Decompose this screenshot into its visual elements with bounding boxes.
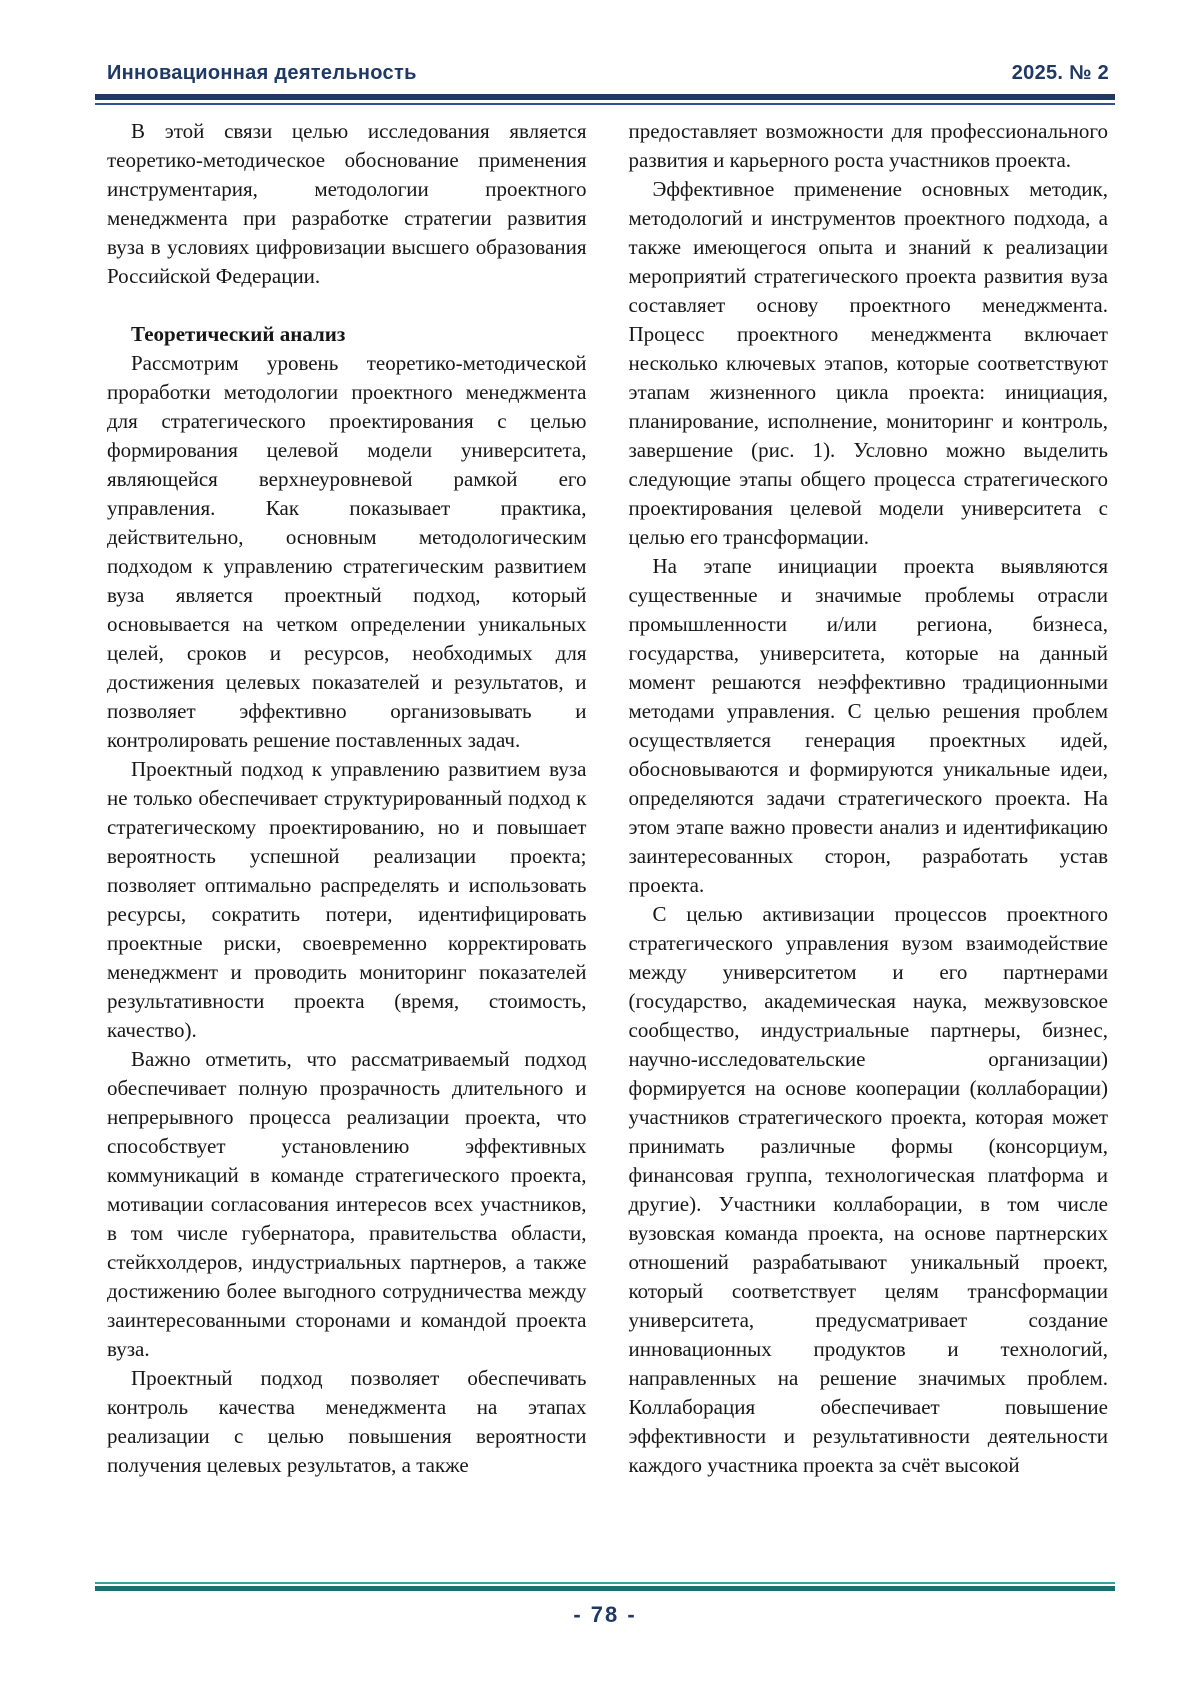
paragraph: Проектный подход позволяет обеспечивать контроль качества менеджмента на этапах реализации с целью повышения вероятности получения целевых результатов, а также — [107, 1366, 587, 1477]
section-heading: Теоретический анализ — [131, 322, 346, 346]
paragraph: Эффективное применение основных методик, методологий и инструментов проектного подхода, а также имеющегося опыта и знаний к реализации мероприятий стратегического проекта развития вуза составляет основу проектного менеджмента. Процесс проектного менеджмента включает несколько ключевых этапов, которые соответствуют этапам жизненного цикла проекта: инициация, планирование, исполнение, мониторинг и контроль, завершение (рис. 1). Условно можно выделить следующие этапы общего процесса стратегического проектирования целевой модели университета с целью его трансформации. — [628, 177, 1108, 549]
paragraph: На этапе инициации проекта выявляются существенные и значимые проблемы отрасли промышленности и/или региона, бизнеса, государства, университета, которые на данный момент решаются неэффективно традиционными методами управления. С целью решения проблем осуществляется генерация проектных идей, обосновываются и формируются уникальные идеи, определяются задачи стратегического проекта. На этом этапе важно провести анализ и идентификацию заинтересованных сторон, разработать устав проекта. — [628, 554, 1108, 897]
article-body — [107, 117, 1108, 1579]
paragraph-continuation: предоставляет возможности для профессионального развития и карьерного роста участников проекта. — [628, 119, 1108, 172]
left-column — [107, 117, 587, 1579]
paragraph: С целью активизации процессов проектного стратегического управления вузом взаимодействие между университетом и его партнерами (государство, академическая наука, межвузовское сообщество, индустриальные партнеры, бизнес, научно-исследовательские организации) формируется на основе кооперации (коллаборации) участников стратегического проекта, которая может принимать различные формы (консорциум, финансовая группа, технологическая платформа и другие). Участники коллаборации, в том числе вузовская команда проекта, на основе партнерских отношений разрабатывают уникальный проект, который соответствует целям трансформации университета, предусматривает создание инновационных продуктов и технологий, направленных на решение значимых проблем. Коллаборация обеспечивает повышение эффективности и результативности деятельности каждого участника проекта за счёт высокой — [628, 902, 1108, 1477]
header-rule-thick — [95, 94, 1115, 100]
paragraph: Рассмотрим уровень теоретико-методической проработки методологии проектного менеджмента для стратегического проектирования с целью формирования целевой модели университета, являющейся верхнеуровневой рамкой его управления. Как показывает практика, действительно, основным методологическим подходом к управлению стратегическим развитием вуза является проектный подход, который основывается на четком определении уникальных целей, сроков и ресурсов, необходимых для достижения целевых показателей и результатов, и позволяет эффективно организовывать и контролировать решение поставленных задач. — [107, 351, 587, 752]
paragraph: Проектный подход к управлению развитием вуза не только обеспечивает структурированный подход к стратегическому проектированию, но и повышает вероятность успешной реализации проекта; позволяет оптимально распределять и использовать ресурсы, сократить потери, идентифицировать проектные риски, своевременно корректировать менеджмент и проводить мониторинг показателей результативности проекта (время, стоимость, качество). — [107, 757, 587, 1042]
journal-section-title: Инновационная деятельность — [107, 62, 417, 84]
page-footer — [95, 1582, 1115, 1628]
issue-label: 2025. № 2 — [1011, 62, 1109, 84]
paragraph: Важно отметить, что рассматриваемый подход обеспечивает полную прозрачность длительного и непрерывного процесса реализации проекта, что способствует установлению эффективных коммуникаций в команде стратегического проекта, мотивации согласования интересов всех участников, в том числе губернатора, правительства области, стейкхолдеров, индустриальных партнеров, а также достижению более выгодного сотрудничества между заинтересованными сторонами и командой проекта вуза. — [107, 1047, 587, 1361]
running-head — [95, 62, 1115, 85]
page-header — [95, 62, 1115, 105]
paragraph: В этой связи целью исследования является теоретико-методическое обоснование применения инструментария, методологии проектного менеджмента при разработке стратегии развития вуза в условиях цифровизации высшего образования Российской Федерации. — [107, 119, 587, 288]
right-column — [629, 117, 1109, 1579]
header-rule-thin — [95, 103, 1115, 105]
footer-rule-thin — [95, 1582, 1115, 1584]
page-number: - 78 - — [573, 1602, 637, 1627]
footer-rule-thick — [95, 1586, 1115, 1591]
